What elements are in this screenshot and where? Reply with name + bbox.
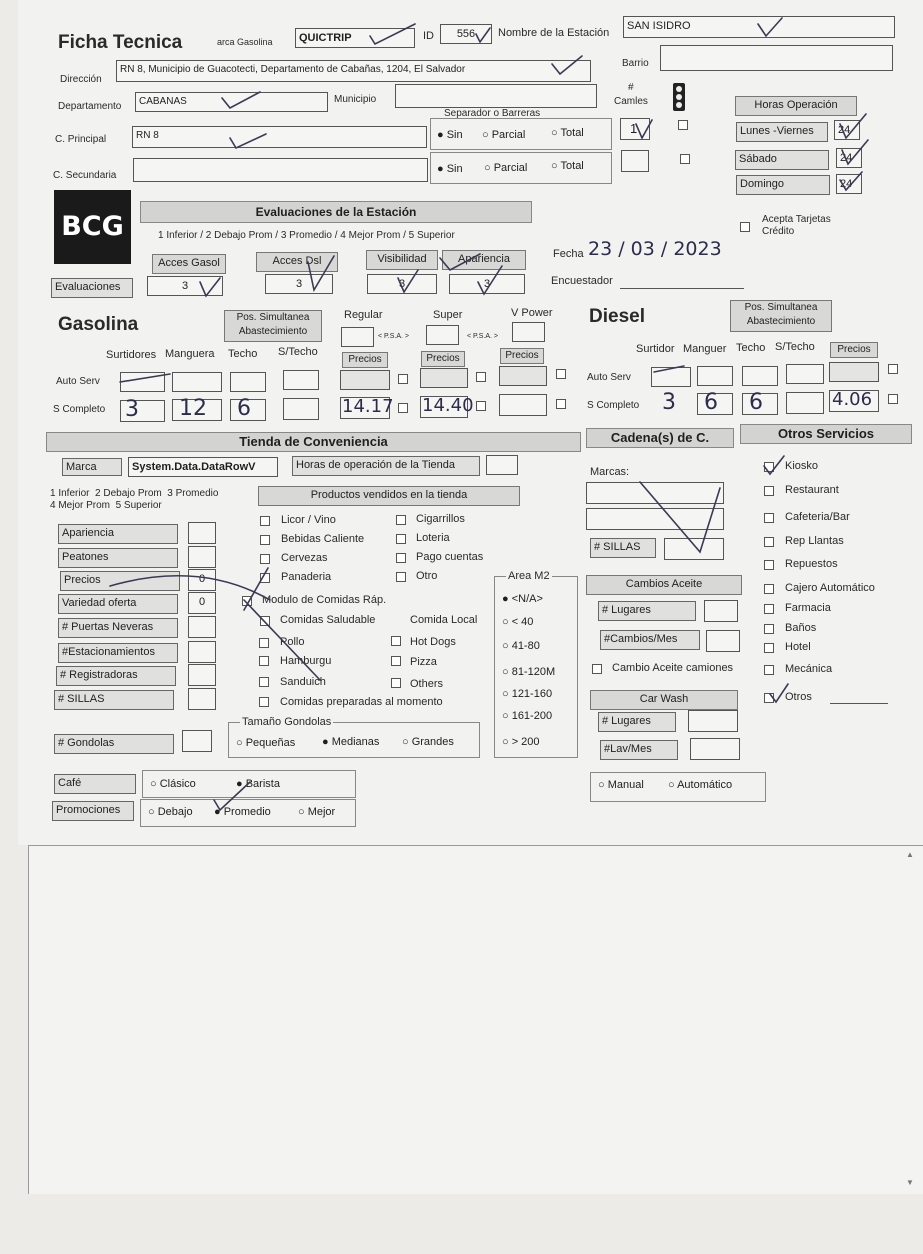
area-m2-radio[interactable]: ○ > 200 <box>502 736 540 748</box>
otros-servicio-label: Hotel <box>785 641 811 653</box>
gasolina-auto-serv-label: Auto Serv <box>56 376 100 387</box>
carwash-manual-radio[interactable]: ○ Manual <box>598 779 644 791</box>
acces-dsl-button[interactable]: Acces Dsl <box>256 252 338 272</box>
comidas-preparadas-label: Comidas preparadas al momento <box>280 696 443 708</box>
regular-label: Regular <box>344 309 383 321</box>
metric-label: # Puertas Neveras <box>58 618 178 638</box>
marca-gasolina-label: arca Gasolina <box>217 37 273 47</box>
cambios-aceite-button[interactable]: Cambios Aceite <box>586 575 742 595</box>
comidas-saludable-label: Comidas Saludable <box>280 614 376 626</box>
departamento-field[interactable]: CABANAS <box>135 92 328 112</box>
estacion-label: Nombre de la Estación <box>498 27 610 39</box>
tienda-marca-label: Marca <box>62 458 122 476</box>
visibilidad-button[interactable]: Visibilidad <box>366 250 438 270</box>
otros-servicio-label: Cajero Automático <box>785 582 875 594</box>
gasolina-pos-simultanea-button[interactable]: Pos. Simultanea Abastecimiento <box>224 310 322 342</box>
producto-label: Cervezas <box>281 552 328 564</box>
diesel-col-stecho: S/Techo <box>775 341 815 353</box>
pizza-label: Pizza <box>410 656 437 668</box>
area-m2-radio[interactable]: ● <N/A> <box>502 593 543 605</box>
productos-title-button[interactable]: Productos vendidos en la tienda <box>258 486 520 506</box>
otros-servicio-label: Farmacia <box>785 602 831 614</box>
gasolina-col-surtidores: Surtidores <box>106 349 157 361</box>
notes-area[interactable] <box>28 845 923 1194</box>
area-m2-radio[interactable]: ○ 121-160 <box>502 688 553 700</box>
evaluaciones-scale: 1 Inferior / 2 Debajo Prom / 3 Promedio / 4 Mejor Prom / 5 Superior <box>158 230 455 241</box>
promociones-label: Promociones <box>52 801 134 821</box>
separador-parcial-radio-2[interactable]: ○ Parcial <box>484 162 528 174</box>
promo-promedio-radio[interactable]: ● Promedio <box>214 806 271 818</box>
metric-field[interactable]: 0 <box>188 592 216 614</box>
domingo-field[interactable]: 24 <box>836 174 862 194</box>
cambios-lugares-label: # Lugares <box>598 601 696 621</box>
otros-servicio-label: Cafeteria/Bar <box>785 511 850 523</box>
id-label: ID <box>423 30 434 42</box>
direccion-label: Dirección <box>60 74 102 85</box>
diesel-col-surtidor: Surtidor <box>636 343 675 355</box>
gasolina-s-completo-label: S Completo <box>53 404 106 415</box>
dsl-sc-precio-value: 4.06 <box>832 389 873 410</box>
metric-label: Precios <box>60 571 180 591</box>
apariencia-button[interactable]: Apariencia <box>442 250 526 270</box>
metric-label: Variedad oferta <box>58 594 178 614</box>
horas-operacion-button[interactable]: Horas Operación <box>735 96 857 116</box>
pollo-label: Pollo <box>280 636 305 648</box>
otros-servicio-label: Rep Llantas <box>785 535 844 547</box>
separador-sin-radio-1[interactable]: ● Sin <box>437 129 463 141</box>
lunes-viernes-label: Lunes -Viernes <box>736 122 828 142</box>
producto-label: Panaderia <box>281 571 332 583</box>
tamano-gondolas-title: Tamaño Gondolas <box>242 716 332 728</box>
area-m2-radio[interactable]: ○ 81-120M <box>502 666 556 678</box>
cafe-label: Café <box>54 774 136 794</box>
carwash-lugares-label: # Lugares <box>598 712 676 732</box>
fecha-label: Fecha <box>553 248 584 260</box>
eval-acces-gasol-field[interactable]: 3 <box>147 276 223 296</box>
tamano-pequenas-radio[interactable]: ○ Pequeñas <box>236 737 296 749</box>
tienda-marca-field[interactable]: System.Data.DataRowV <box>128 457 278 477</box>
gas-sc-surtidores-value: 3 <box>125 397 139 422</box>
producto-label: Licor / Vino <box>281 514 336 526</box>
eval-acces-dsl-field[interactable]: 3 <box>265 274 333 294</box>
scroll-down-icon[interactable]: ▼ <box>906 1178 914 1187</box>
gasolina-precios-vpower[interactable]: Precios <box>500 348 544 364</box>
gasolina-col-stecho: S/Techo <box>278 346 318 358</box>
gasolina-title: Gasolina <box>58 314 139 335</box>
evaluaciones-row-label: Evaluaciones <box>51 278 133 298</box>
dsl-sc-techo-value: 6 <box>749 390 763 415</box>
diesel-auto-serv-label: Auto Serv <box>587 372 631 383</box>
cafe-clasico-radio[interactable]: ○ Clásico <box>150 778 196 790</box>
separador-total-radio-1[interactable]: ○ Total <box>551 127 584 139</box>
area-m2-title: Area M2 <box>508 570 550 582</box>
diesel-title: Diesel <box>589 306 645 327</box>
cambio-camiones-label: Cambio Aceite camiones <box>612 662 734 674</box>
estacion-field[interactable]: SAN ISIDRO <box>623 16 895 38</box>
metric-field[interactable]: 0 <box>188 569 216 591</box>
secundaria-label: C. Secundaria <box>53 170 117 181</box>
hot-dogs-label: Hot Dogs <box>410 636 456 648</box>
area-m2-radio[interactable]: ○ 161-200 <box>502 710 553 722</box>
gas-sc-precio-super-value: 14.40 <box>422 395 474 416</box>
carwash-lav-label: #Lav/Mes <box>600 740 678 760</box>
otros-servicio-label: Kiosko <box>785 460 819 472</box>
otros-servicio-label: Mecánica <box>785 663 833 675</box>
cadena-marcas-label: Marcas: <box>590 466 630 478</box>
gasolina-precios-regular[interactable]: Precios <box>342 352 388 368</box>
evaluaciones-title: Evaluaciones de la Estación <box>140 201 532 223</box>
separador-total-radio-2[interactable]: ○ Total <box>551 160 584 172</box>
vpower-label: V Power <box>511 307 553 319</box>
others-label: Others <box>410 678 444 690</box>
diesel-col-techo: Techo <box>736 342 766 354</box>
tienda-horas-label: Horas de operación de la Tienda <box>292 456 480 476</box>
metric-label: #Estacionamientos <box>58 643 178 663</box>
gas-sc-manguera-value: 12 <box>179 396 207 421</box>
departamento-label: Departamento <box>58 101 122 112</box>
diesel-precios[interactable]: Precios <box>830 342 878 358</box>
hamburgu-label: Hamburgu <box>280 655 332 667</box>
carwash-auto-radio[interactable]: ○ Automático <box>668 779 733 791</box>
producto-label: Bebidas Caliente <box>281 533 365 545</box>
tienda-title: Tienda de Conveniencia <box>46 432 581 452</box>
cadena-sillas-label: # SILLAS <box>590 538 656 558</box>
encuestador-label: Encuestador <box>551 275 613 287</box>
modulo-comidas-label: Modulo de Comidas Ráp. <box>262 594 387 606</box>
cafe-barista-radio[interactable]: ● Barista <box>236 778 280 790</box>
cadena-title: Cadena(s) de C. <box>586 428 734 448</box>
fecha-value[interactable]: 23 / 03 / 2023 <box>588 238 722 260</box>
id-field[interactable]: 556 <box>440 24 492 44</box>
psa-label-2: < P.S.A. > <box>467 333 499 340</box>
metric-label: # Registradoras <box>56 666 176 686</box>
tienda-scale: 1 Inferior 2 Debajo Prom 3 Promedio 4 Mejor Prom 5 Superior <box>50 488 219 511</box>
super-label: Super <box>433 309 463 321</box>
area-m2-radio[interactable]: ○ 41-80 <box>502 640 540 652</box>
page-title: Ficha Tecnica <box>58 32 183 53</box>
sabado-field[interactable]: 24 <box>836 148 862 168</box>
otros-servicio-label: Baños <box>785 622 817 634</box>
camiles-label: Camles <box>614 96 648 107</box>
metric-label: # SILLAS <box>54 690 174 710</box>
psa-label-1: < P.S.A. > <box>378 333 410 340</box>
sanduich-label: Sanduich <box>280 676 326 688</box>
dsl-sc-surtidor-value[interactable]: 3 <box>662 390 676 415</box>
domingo-label: Domingo <box>736 175 830 195</box>
promo-debajo-radio[interactable]: ○ Debajo <box>148 806 193 818</box>
producto-label: Loteria <box>416 532 450 544</box>
gondolas-label: # Gondolas <box>54 734 174 754</box>
barrio-label: Barrio <box>622 58 649 69</box>
gasolina-col-techo: Techo <box>228 348 258 360</box>
gas-sc-precio-regular-value: 14.17 <box>342 396 394 417</box>
separador-parcial-radio-1[interactable]: ○ Parcial <box>482 129 526 141</box>
tamano-medianas-radio[interactable]: ● Medianas <box>322 736 380 748</box>
principal-label: C. Principal <box>55 134 107 145</box>
otros-servicios-title: Otros Servicios <box>740 424 912 444</box>
sabado-label: Sábado <box>735 150 829 170</box>
diesel-s-completo-label: S Completo <box>587 400 640 411</box>
tamano-grandes-radio[interactable]: ○ Grandes <box>402 736 454 748</box>
producto-label: Pago cuentas <box>416 551 484 563</box>
producto-label: Otro <box>416 570 438 582</box>
dsl-sc-manguer-value: 6 <box>704 390 718 415</box>
otros-servicio-label: Otros <box>785 691 812 703</box>
area-m2-radio[interactable]: ○ < 40 <box>502 616 534 628</box>
gasolina-precios-super[interactable]: Precios <box>421 351 465 367</box>
eval-visibilidad-field[interactable]: 3 <box>367 274 437 294</box>
diesel-col-manguer: Manguer <box>683 343 727 355</box>
municipio-label: Municipio <box>334 94 377 105</box>
diesel-pos-simultanea-button[interactable]: Pos. Simultanea Abastecimiento <box>730 300 832 332</box>
marca-gasolina-field[interactable]: QUICTRIP <box>295 28 415 48</box>
acces-gasol-button[interactable]: Acces Gasol <box>152 254 226 274</box>
acepta-tarjetas-label: Acepta Tarjetas Crédito <box>762 214 831 237</box>
metric-label: Peatones <box>58 548 178 568</box>
scroll-up-icon[interactable]: ▲ <box>906 850 914 859</box>
bcg-logo: BCG <box>54 190 131 264</box>
camiles-hash: # <box>628 82 634 93</box>
comida-local-label: Comida Local <box>410 614 478 626</box>
cambios-mes-label: #Cambios/Mes <box>600 630 700 650</box>
principal-field[interactable]: RN 8 <box>132 126 427 148</box>
lunes-viernes-field[interactable]: 24 <box>834 120 860 140</box>
camiles-field[interactable]: 1 <box>620 118 650 140</box>
gas-sc-techo-value: 6 <box>237 396 251 421</box>
separador-sin-radio-2[interactable]: ● Sin <box>437 163 463 175</box>
otros-servicio-label: Restaurant <box>785 484 839 496</box>
gasolina-col-manguera: Manguera <box>165 348 215 360</box>
producto-label: Cigarrillos <box>416 513 465 525</box>
promo-mejor-radio[interactable]: ○ Mejor <box>298 806 336 818</box>
eval-apariencia-field[interactable]: 3 <box>449 274 525 294</box>
car-wash-button[interactable]: Car Wash <box>590 690 738 710</box>
metric-label: Apariencia <box>58 524 178 544</box>
otros-servicio-label: Repuestos <box>785 558 838 570</box>
separador-title: Separador o Barreras <box>444 108 541 119</box>
direccion-field[interactable]: RN 8, Municipio de Guacotecti, Departamento de Cabañas, 1204, El Salvador <box>116 60 591 82</box>
